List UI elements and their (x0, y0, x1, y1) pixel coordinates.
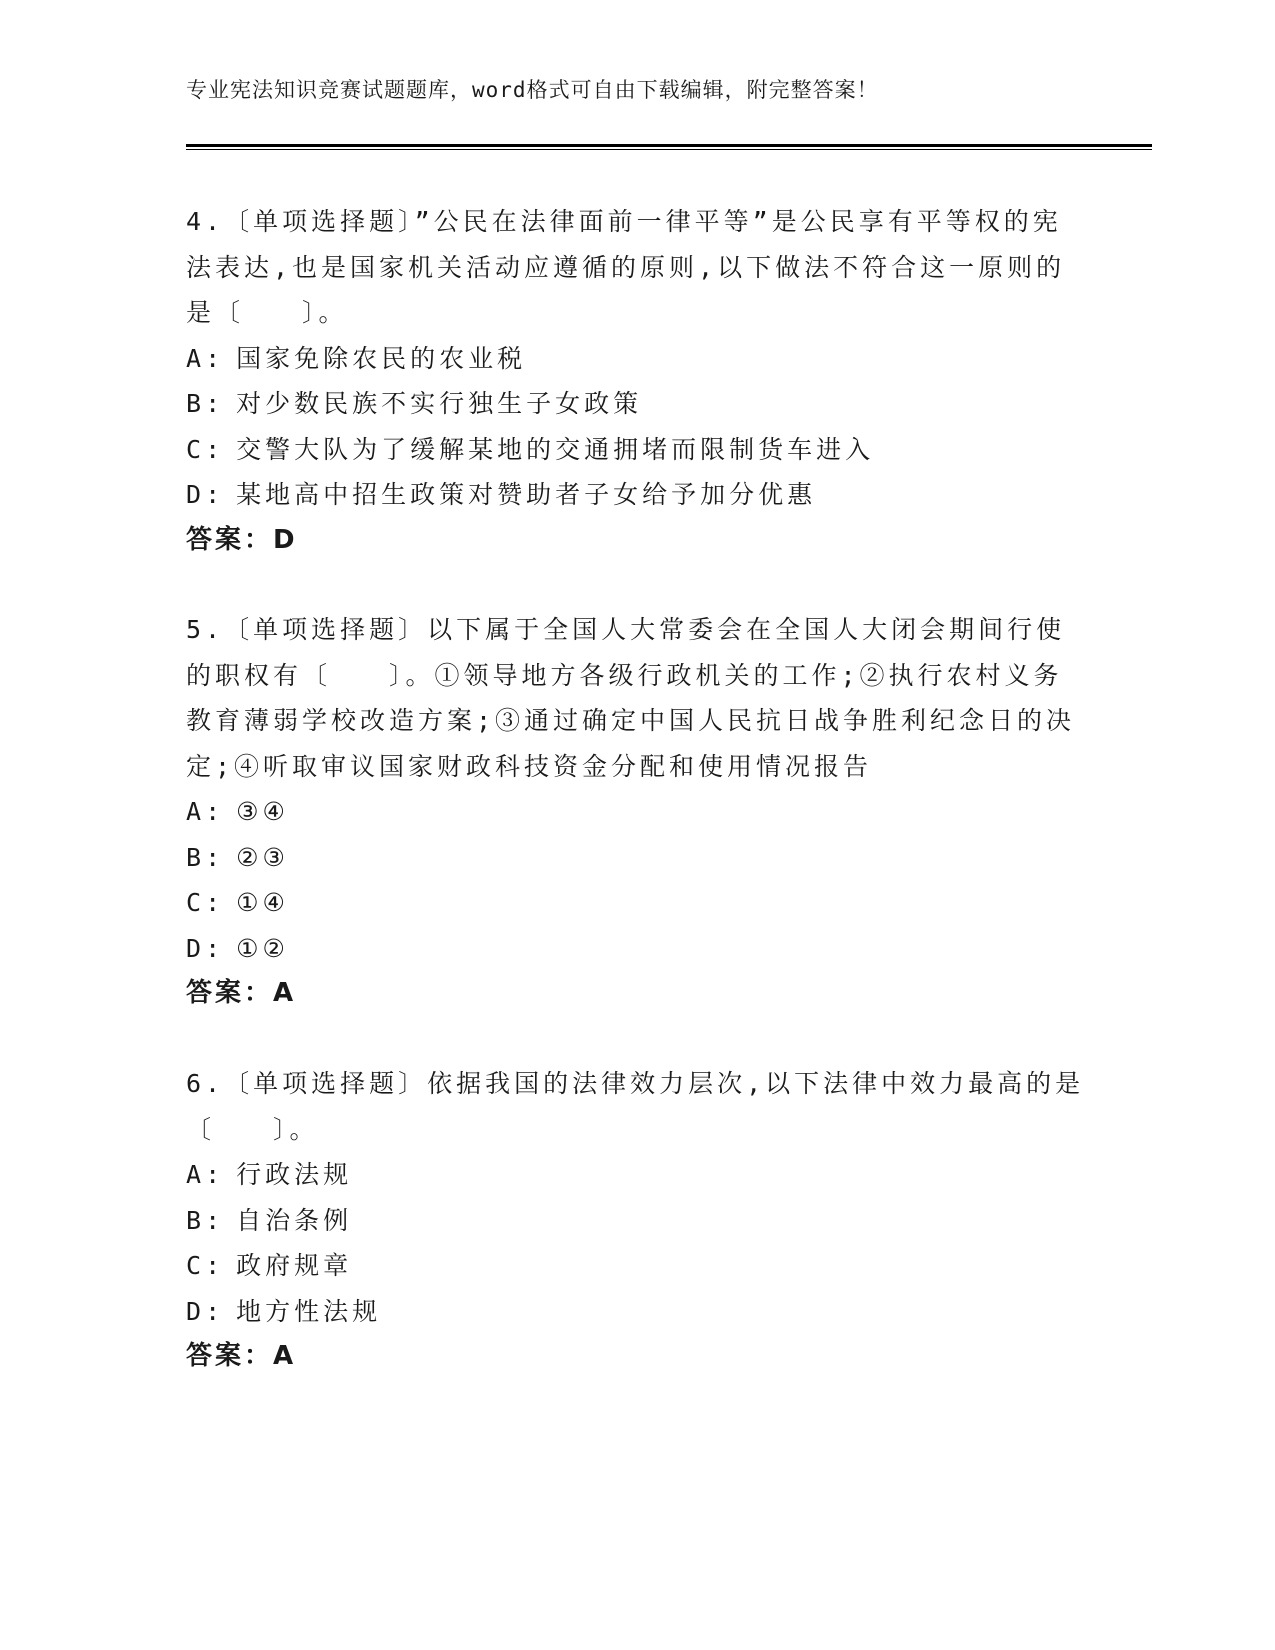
option-text: 对少数民族不实行独生子女政策 (236, 389, 643, 418)
option-text: 国家免除农民的农业税 (236, 343, 527, 373)
option-text: 地方性法规 (236, 1296, 382, 1326)
question-5 (186, 607, 1086, 1017)
option-c (186, 427, 1086, 473)
option-text: ③④ (236, 797, 289, 826)
option-text: 政府规章 (236, 1251, 353, 1280)
option-separator: : (205, 1205, 225, 1235)
option-text: 某地高中招生政策对赞助者子女给予加分优惠 (236, 480, 817, 509)
answer-line: 答案：A (186, 1341, 297, 1371)
header-rule-thick (186, 144, 1152, 147)
option-separator: : (205, 343, 225, 373)
document-header: 专业宪法知识竞赛试题题库，word格式可自由下载编辑，附完整答案！ (186, 78, 879, 102)
question-6 (186, 1061, 1086, 1380)
option-b (186, 1198, 1086, 1244)
option-separator: : (205, 797, 225, 826)
option-letter: C (186, 434, 206, 464)
answer-line: 答案：D (186, 524, 298, 555)
option-separator: : (205, 389, 225, 418)
option-letter: B (186, 842, 206, 872)
option-a (186, 336, 1086, 382)
option-b (186, 835, 1086, 881)
question-stem: 6.〔单项选择题〕依据我国的法律效力层次,以下法律中效力最高的是〔 〕。 (186, 1069, 1085, 1144)
option-letter: B (186, 1205, 206, 1235)
option-a (186, 789, 1086, 835)
option-separator: : (205, 888, 225, 917)
option-letter: C (186, 1251, 206, 1280)
option-separator: : (205, 1296, 225, 1326)
question-4 (186, 199, 1086, 563)
option-separator: : (205, 1160, 225, 1189)
option-letter: A (186, 1160, 206, 1189)
option-separator: : (205, 842, 225, 872)
option-separator: : (205, 480, 225, 509)
answer-line: 答案：A (186, 978, 297, 1008)
option-letter: D (186, 933, 206, 963)
header-rule-thin (186, 149, 1152, 150)
option-text: ②③ (236, 842, 289, 872)
option-c (186, 880, 1086, 926)
option-text: 自治条例 (236, 1205, 353, 1235)
option-b (186, 381, 1086, 427)
option-letter: B (186, 389, 206, 418)
option-d (186, 472, 1086, 518)
option-c (186, 1243, 1086, 1289)
option-text: 交警大队为了缓解某地的交通拥堵而限制货车进入 (236, 434, 875, 464)
option-letter: C (186, 888, 206, 917)
question-stem: 5.〔单项选择题〕以下属于全国人大常委会在全国人大闭会期间行使的职权有〔 〕。①领导地方各级行政机关的工作;②执行农村义务教育薄弱学校改造方案;③通过确定中国人民抗日战争胜利纪念日的决定;④听取审议国家财政科技资金分配和使用情况报告 (186, 615, 1076, 781)
option-text: ①② (236, 933, 289, 963)
option-letter: A (186, 343, 206, 373)
option-separator: : (205, 434, 225, 464)
option-letter: D (186, 480, 206, 509)
option-a (186, 1152, 1086, 1198)
option-separator: : (205, 1251, 225, 1280)
option-letter: D (186, 1296, 206, 1326)
option-d (186, 926, 1086, 972)
option-text: ①④ (236, 888, 289, 917)
option-d (186, 1289, 1086, 1335)
option-text: 行政法规 (236, 1160, 353, 1189)
option-separator: : (205, 933, 225, 963)
option-letter: A (186, 797, 206, 826)
question-stem: 4.〔单项选择题〕”公民在法律面前一律平等”是公民享有平等权的宪法表达,也是国家机关活动应遵循的原则,以下做法不符合这一原则的是〔 〕。 (186, 207, 1066, 327)
